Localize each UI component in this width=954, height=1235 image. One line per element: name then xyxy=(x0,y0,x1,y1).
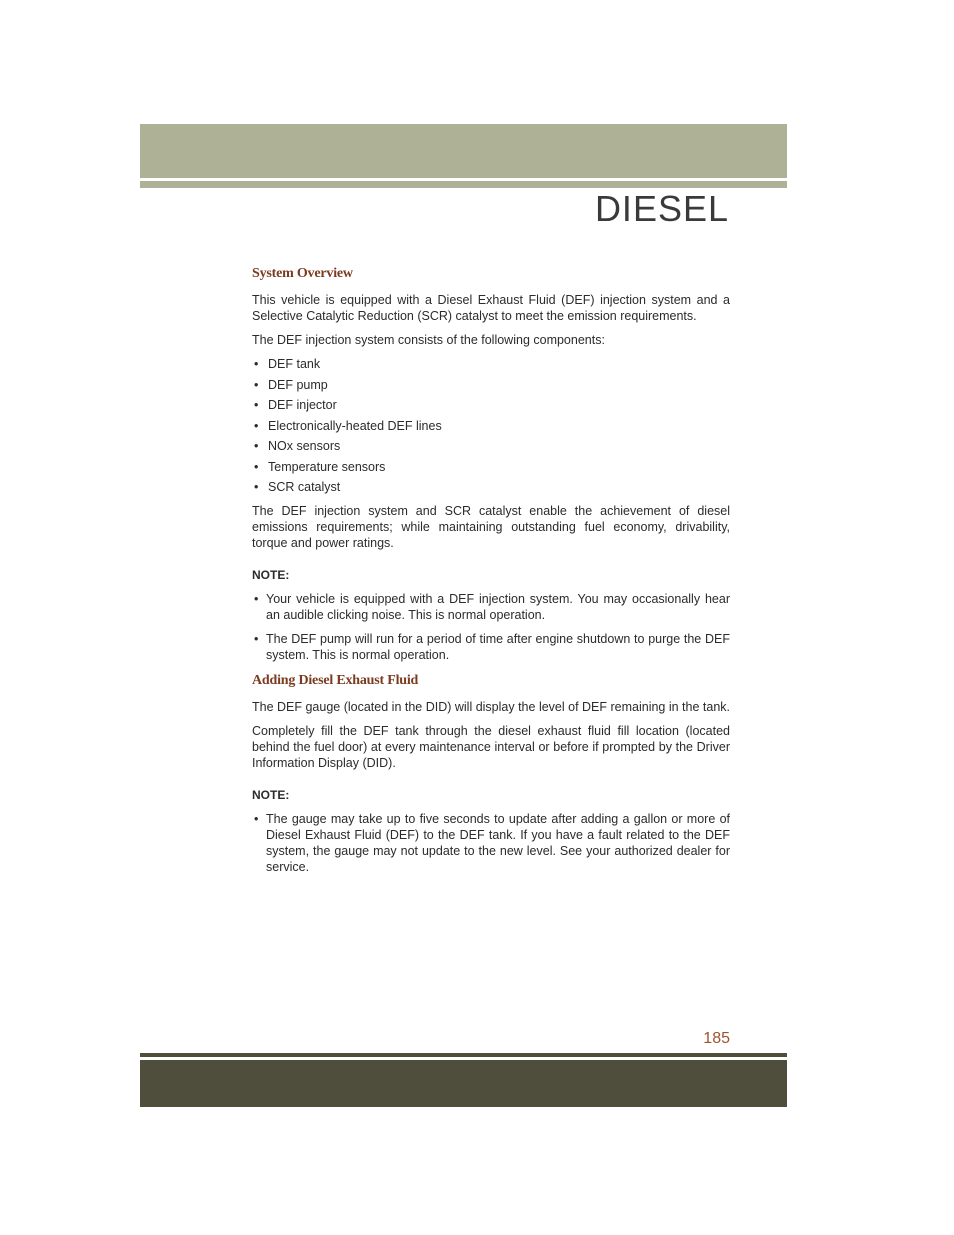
footer-band xyxy=(140,1060,787,1107)
overview-paragraph-2: The DEF injection system consists of the following components: xyxy=(252,333,605,347)
list-item: • NOx sensors xyxy=(252,438,730,454)
adding-notes-list xyxy=(252,811,730,875)
list-item: • Electronically-heated DEF lines xyxy=(252,418,730,434)
header-rule xyxy=(140,181,787,188)
adding-paragraph-2: Completely fill the DEF tank through the diesel exhaust fluid fill location (located behind the fuel door) at every maintenance interval or before if prompted by the Driver Information Display (DID). xyxy=(252,724,730,770)
system-overview-heading: System Overview xyxy=(252,266,353,281)
list-item: • Temperature sensors xyxy=(252,459,730,475)
note-label: NOTE: xyxy=(252,788,290,802)
components-list xyxy=(252,356,730,495)
adding-paragraph-1: The DEF gauge (located in the DID) will display the level of DEF remaining in the tank. xyxy=(252,700,731,714)
note-item: • Your vehicle is equipped with a DEF injection system. You may occasionally hear an audible clicking noise. This is normal operation. xyxy=(252,591,730,623)
overview-paragraph-1: This vehicle is equipped with a Diesel Exhaust Fluid (DEF) injection system and a Selective Catalytic Reduction (SCR) catalyst to meet the emission requirements. xyxy=(252,293,730,323)
footer-rule xyxy=(140,1053,787,1057)
list-item: • SCR catalyst xyxy=(252,479,730,495)
overview-notes-list xyxy=(252,591,730,663)
overview-paragraph-3: The DEF injection system and SCR catalyst enable the achievement of diesel emissions requirements; while maintaining outstanding fuel economy, drivability, torque and power ratings. xyxy=(252,504,730,550)
note-item: • The DEF pump will run for a period of time after engine shutdown to purge the DEF system. This is normal operation. xyxy=(252,631,730,663)
list-item: • DEF tank xyxy=(252,356,730,372)
page-number: 185 xyxy=(703,1030,730,1047)
list-item: • DEF injector xyxy=(252,397,730,413)
header-band xyxy=(140,124,787,178)
page-content xyxy=(252,266,730,885)
note-item: • The gauge may take up to five seconds to update after adding a gallon or more of Diesel Exhaust Fluid (DEF) to the DEF tank. If you have a fault related to the DEF system, the gauge may not update to the new level. See your authorized dealer for service. xyxy=(252,811,730,875)
chapter-title: DIESEL xyxy=(594,188,729,229)
note-label: NOTE: xyxy=(252,568,290,582)
list-item: • DEF pump xyxy=(252,377,730,393)
adding-def-heading: Adding Diesel Exhaust Fluid xyxy=(252,673,419,688)
